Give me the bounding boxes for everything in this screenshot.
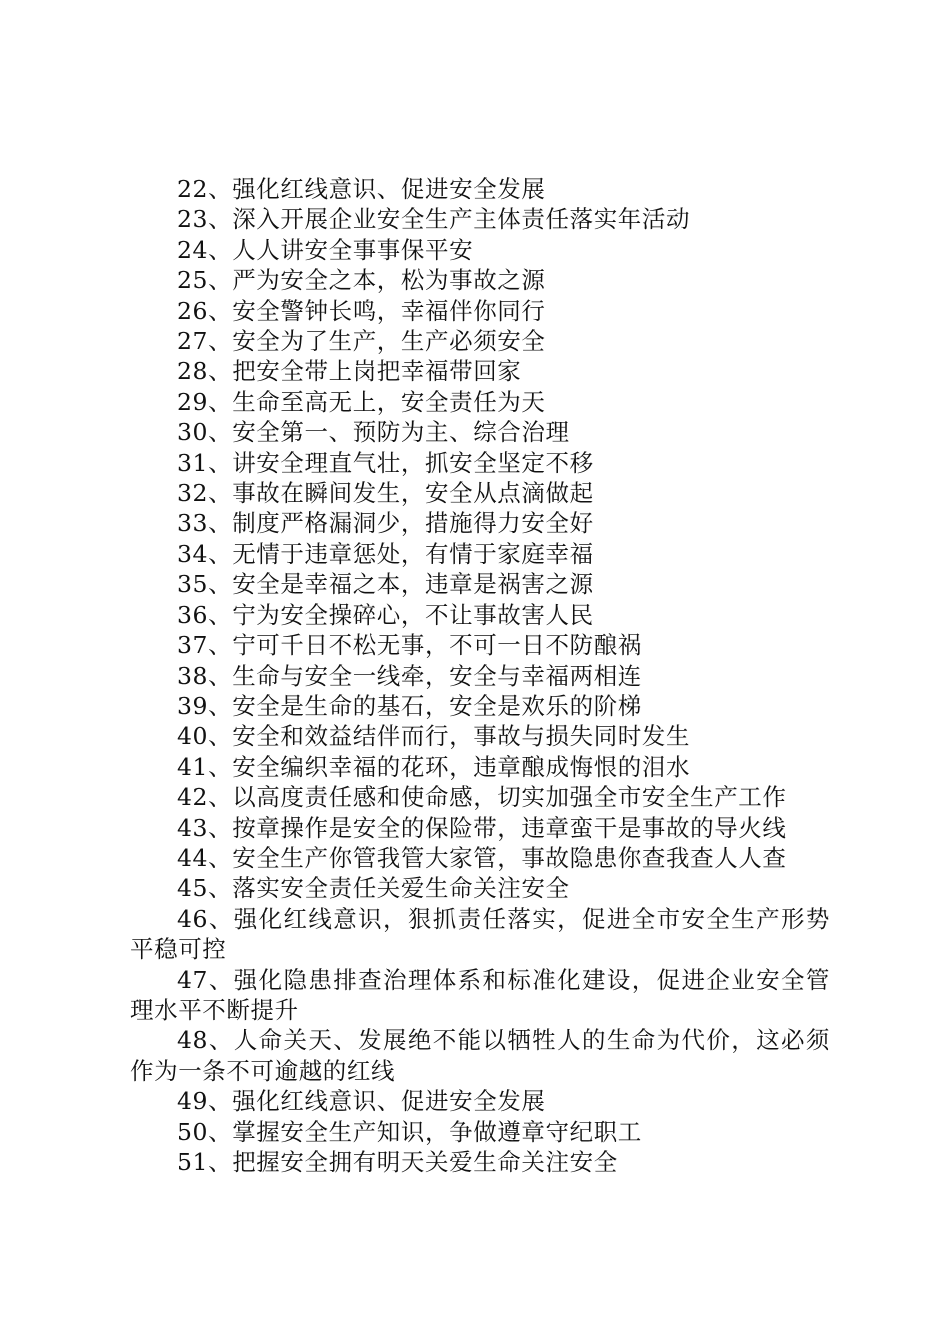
- list-item: 43、按章操作是安全的保险带，违章蛮干是事故的导火线: [177, 813, 787, 842]
- list-item: 34、无情于违章惩处，有情于家庭幸福: [177, 539, 594, 568]
- list-item: 22、强化红线意识、促进安全发展: [177, 175, 546, 203]
- list-item: 41、安全编织幸福的花环，违章酿成悔恨的泪水: [177, 752, 691, 781]
- list-item: 49、强化红线意识、促进安全发展: [177, 1087, 546, 1116]
- list-item: 47、强化隐患排查治理体系和标准化建设，促进企业安全管理水平不断提升: [130, 965, 830, 1024]
- list-item: 50、掌握安全生产知识，争做遵章守纪职工: [177, 1117, 642, 1146]
- list-item: 36、宁为安全操碎心，不让事故害人民: [177, 600, 594, 629]
- list-item: 31、讲安全理直气壮，抓安全坚定不移: [177, 448, 594, 477]
- list-item: 33、制度严格漏洞少，措施得力安全好: [177, 509, 594, 538]
- list-item: 29、生命至高无上，安全责任为天: [177, 387, 546, 416]
- list-item: 24、人人讲安全事事保平安: [177, 235, 474, 264]
- list-item: 23、深入开展企业安全生产主体责任落实年活动: [177, 205, 691, 234]
- list-item: 30、安全第一、预防为主、综合治理: [177, 418, 570, 447]
- list-item: 45、落实安全责任关爱生命关注安全: [177, 874, 570, 903]
- list-item: 35、安全是幸福之本，违章是祸害之源: [177, 570, 594, 599]
- list-item: 48、人命关天、发展绝不能以牺牲人的生命为代价，这必须作为一条不可逾越的红线: [130, 1026, 830, 1085]
- list-item: 42、以高度责任感和使命感，切实加强全市安全生产工作: [177, 783, 787, 812]
- list-item: 39、安全是生命的基石，安全是欢乐的阶梯: [177, 691, 642, 720]
- list-item: 38、生命与安全一线牵，安全与幸福两相连: [177, 661, 642, 690]
- list-item: 28、把安全带上岗把幸福带回家: [177, 357, 522, 386]
- list-item: 37、宁可千日不松无事，不可一日不防酿祸: [177, 631, 642, 660]
- list-item: 51、把握安全拥有明天关爱生命关注安全: [177, 1148, 618, 1176]
- document-body: [130, 174, 830, 1177]
- list-item: 46、强化红线意识，狠抓责任落实，促进全市安全生产形势平稳可控: [130, 904, 830, 964]
- list-item: 25、严为安全之本，松为事故之源: [177, 266, 546, 295]
- list-item: 44、安全生产你管我管大家管，事故隐患你查我查人人查: [177, 843, 787, 872]
- list-item: 40、安全和效益结伴而行，事故与损失同时发生: [177, 722, 691, 751]
- list-item: 32、事故在瞬间发生，安全从点滴做起: [177, 479, 594, 508]
- list-item: 27、安全为了生产，生产必须安全: [177, 327, 546, 356]
- list-item: 26、安全警钟长鸣，幸福伴你同行: [177, 296, 546, 325]
